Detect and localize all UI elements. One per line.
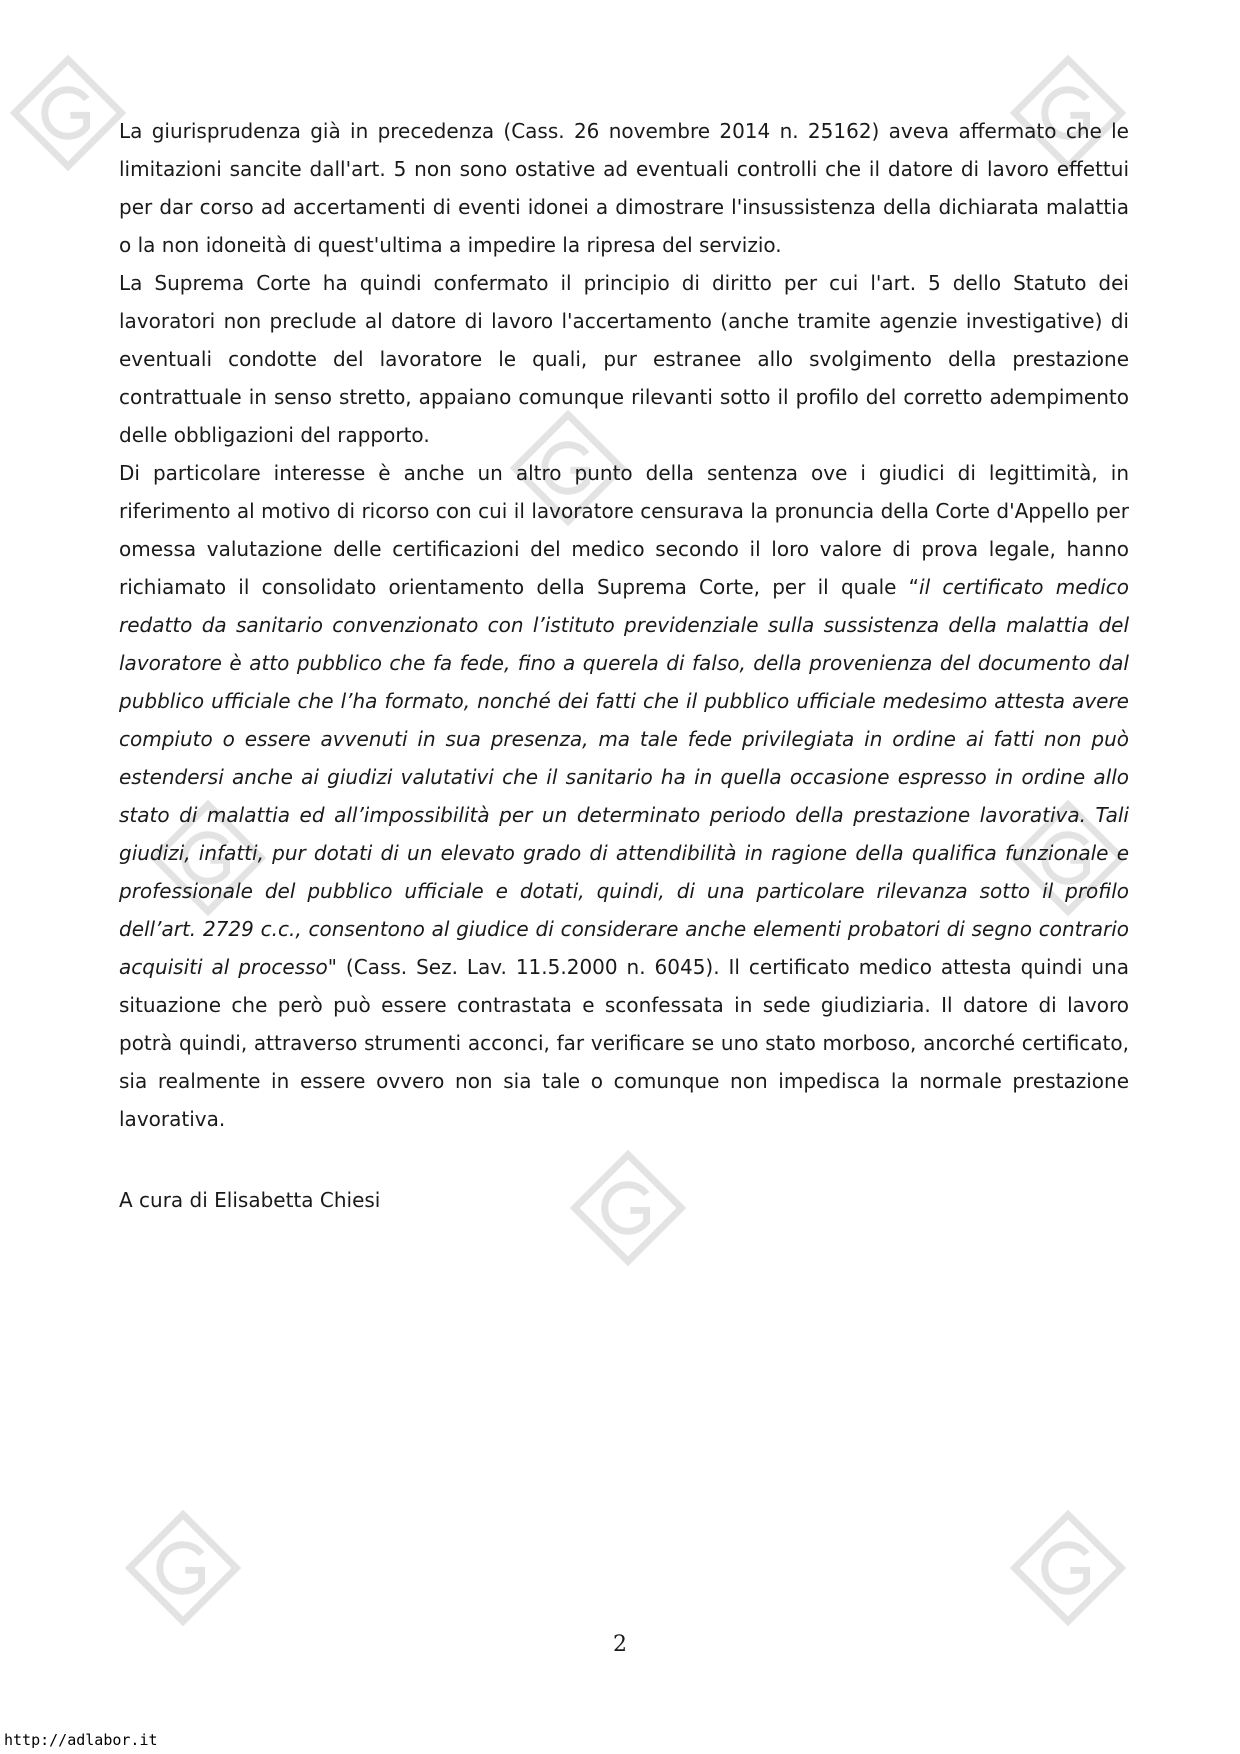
g-logo-watermark-icon — [10, 55, 126, 171]
g-logo-watermark-icon — [125, 1510, 241, 1626]
paragraph-precedent: La giurisprudenza già in precedenza (Cass. 26 novembre 2014 n. 25162) aveva affermato che le limitazioni sancite dall'art. 5 non sono ostative ad eventuali controlli che il datore di lavoro effettui per dar corso ad accertamenti di eventi idonei a dimostrare l'insussistenza della dichiarata malattia o la non idoneità di quest'ultima a impedire la ripresa del servizio. — [119, 119, 1129, 257]
paragraph-principle: La Suprema Corte ha quindi confermato il principio di diritto per cui l'art. 5 dello Statuto dei lavoratori non preclude al datore di lavoro l'accertamento (anche tramite agenzie investigative) di eventuali condotte del lavoratore le quali, pur estranee allo svolgimento della prestazione contrattuale in senso stretto, appaiano comunque rilevanti sotto il profilo del corretto adempimento delle obbligazioni del rapporto. — [119, 271, 1129, 447]
paragraph-medical-certificate — [119, 454, 1129, 1138]
g-logo-watermark-icon — [570, 1150, 686, 1266]
author-signature: A cura di Elisabetta Chiesi — [119, 1188, 381, 1212]
footer-url: http://adlabor.it — [4, 1731, 158, 1749]
document-body — [119, 112, 1129, 1138]
page-number: 2 — [613, 1632, 627, 1657]
paragraph-conclusion: " (Cass. Sez. Lav. 11.5.2000 n. 6045). Il certificato medico attesta quindi una situazione che però può essere contrastata e sconfessata in sede giudiziaria. Il datore di lavoro potrà quindi, attraverso strumenti acconci, far verificare se uno stato morboso, ancorché certificato, sia realmente in essere ovvero non sia tale o comunque non impedisca la normale prestazione lavorativa. — [119, 955, 1129, 1131]
paragraph-intro: Di particolare interesse è anche un altro punto della sentenza ove i giudici di legittimità, in riferimento al motivo di ricorso con cui il lavoratore censurava la pronuncia della Corte d'Appello per omessa valutazione delle certificazioni del medico secondo il loro valore di prova legale, hanno richiamato il consolidato orientamento della Suprema Corte, per il quale “ — [119, 461, 1129, 599]
quoted-case-law: il certificato medico redatto da sanitario convenzionato con l’istituto previdenziale sulla sussistenza della malattia del lavoratore è atto pubblico che fa fede, fino a querela di falso, della provenienza del documento dal pubblico ufficiale che l’ha formato, nonché dei fatti che il pubblico ufficiale medesimo attesta avere compiuto o essere avvenuti in sua presenza, ma tale fede privilegiata in ordine ai fatti non può estendersi anche ai giudizi valutativi che il sanitario ha in quella occasione espresso in ordine allo stato di malattia ed all’impossibilità per un determinato periodo della prestazione lavorativa. Tali giudizi, infatti, pur dotati di un elevato grado di attendibilità in ragione della qualifica funzionale e professionale del pubblico ufficiale e dotati, quindi, di una particolare rilevanza sotto il profilo dell’art. 2729 c.c., consentono al giudice di considerare anche elementi probatori di segno contrario acquisiti al processo — [119, 575, 1129, 979]
g-logo-watermark-icon — [1010, 1510, 1126, 1626]
